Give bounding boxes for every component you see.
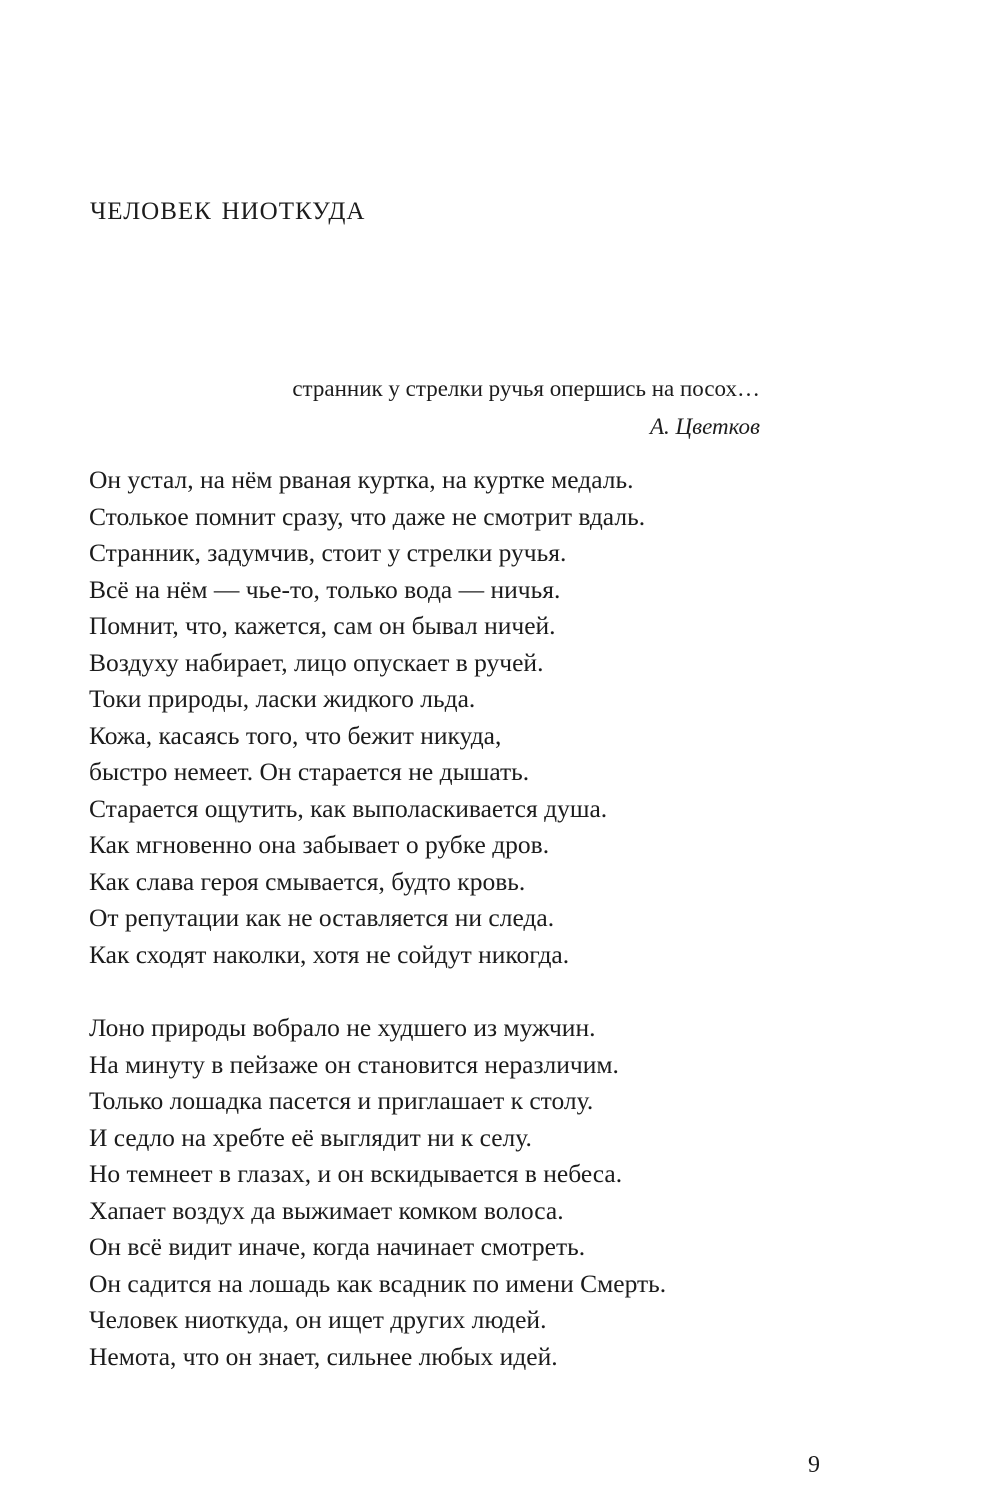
stanza [89,1010,949,1375]
poem-line: Немота, что он знает, сильнее любых идей. [89,1341,558,1371]
epigraph [170,370,760,446]
poem-line: И седло на хребте её выглядит ни к селу. [89,1122,532,1152]
epigraph-author: А. Цветков [649,414,760,439]
poem-title: человек ниоткуда [90,188,366,227]
poem-line: Он всё видит иначе, когда начинает смотреть. [89,1232,586,1261]
poem-line: Он садится на лошадь как всадник по имени Смерть. [89,1268,667,1298]
poem-line: Старается ощутить, как выполаскивается душа. [89,793,608,823]
poem-line: Столькое помнит сразу, что даже не смотрит вдаль. [89,501,646,531]
poem-line: Он устал, на нём рваная куртка, на куртке медаль. [89,465,634,494]
stanza [89,462,949,973]
poem-line: Как слава героя смывается, будто кровь. [89,866,526,896]
poem-line: Но темнеет в глазах, и он вскидывается в небеса. [89,1159,623,1188]
poem-line: Кожа, касаясь того, что бежит никуда, [89,720,502,750]
poem-line: быстро немеет. Он старается не дышать. [89,757,530,786]
poem-line: На минуту в пейзаже он становится неразличим. [89,1049,619,1079]
poem-line: Только лошадка пасется и приглашает к столу. [89,1086,594,1115]
page-number: 9 [808,1452,820,1478]
poem-line: Как сходят наколки, хотя не сойдут никогда. [89,939,570,969]
epigraph-text: странник у стрелки ручья опершись на посох… [292,376,760,401]
poem-line: Хапает воздух да выжимает комком волоса. [89,1195,564,1225]
poem-line: Воздуху набирает, лицо опускает в ручей. [89,647,544,677]
poem-line: Человек ниоткуда, он ищет других людей. [89,1305,547,1334]
poem-line: От репутации как не оставляется ни следа. [89,903,555,932]
poem-line: Помнит, что, кажется, сам он бывал ничей. [89,611,556,640]
poem-line: Всё на нём — чье-то, только вода — ничья. [89,574,561,604]
poem-line: Как мгновенно она забывает о рубке дров. [89,830,550,859]
poem-line: Токи природы, ласки жидкого льда. [89,684,476,713]
poem-body [89,462,949,1375]
poem-line: Лоно природы вобрало не худшего из мужчин. [89,1013,596,1042]
poem-line: Странник, задумчив, стоит у стрелки ручья. [89,538,567,567]
